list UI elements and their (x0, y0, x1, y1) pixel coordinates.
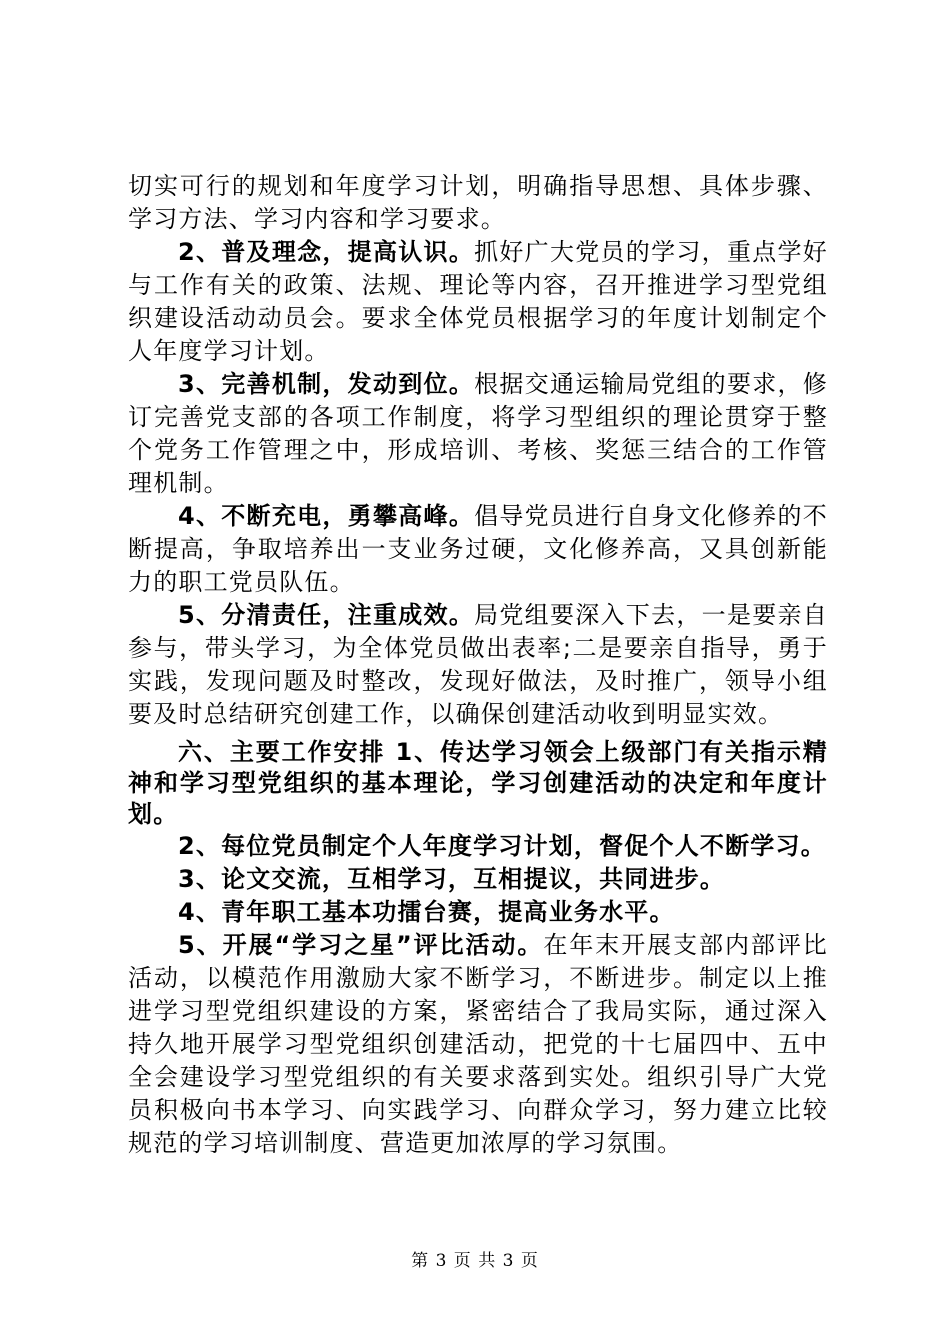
page-indicator: 第 3 页 共 3 页 (411, 1251, 539, 1271)
arrangement-item-4: 4、青年职工基本功擂台赛，提高业务水平。 (178, 898, 675, 926)
paragraph-item-2 (128, 236, 828, 368)
paragraph-lead: 3、完善机制，发动到位。 (178, 370, 475, 398)
paragraph-lead: 5、开展“学习之星”评比活动。 (178, 931, 544, 959)
paragraph-lead: 5、分清责任，注重成效。 (178, 601, 475, 629)
paragraph-text: 抓好广大党员的学习，重点学好与工作有关的政策、法规、理论等内容，召开推进学习型党组织建设活动动员会。要求全体党员根据学习的年度计划制定个人年度学习计划。 (128, 238, 828, 365)
paragraph-text: 局党组要深入下去，一是要亲自参与，带头学习，为全体党员做出表率;二是要亲自指导，勇于实践，发现问题及时整改，发现好做法，及时推广，领导小组要及时总结研究创建工作，以确保创建活动收到明显实效。 (128, 601, 828, 728)
arrangement-item-5 (128, 929, 828, 1160)
paragraph-text: 在年末开展支部内部评比活动，以模范作用激励大家不断学习，不断进步。制定以上推进学习型党组织建设的方案，紧密结合了我局实际，通过深入持久地开展学习型党组织创建活动，把党的十七届四中、五中全会建设学习型党组织的有关要求落到实处。组织引导广大党员积极向书本学习、向实践学习、向群众学习，努力建立比较规范的学习培训制度、营造更加浓厚的学习氛围。 (128, 931, 828, 1157)
document-body (128, 170, 828, 1160)
paragraph-continuation: 切实可行的规划和年度学习计划，明确指导思想、具体步骤、学习方法、学习内容和学习要求。 (128, 172, 828, 233)
section-heading-work-arrangement: 六、主要工作安排 1、传达学习领会上级部门有关指示精神和学习型党组织的基本理论，学习创建活动的决定和年度计划。 (128, 738, 828, 828)
arrangement-item-3: 3、论文交流，互相学习，互相提议，共同进步。 (178, 865, 726, 893)
paragraph-lead: 2、普及理念，提高认识。 (178, 238, 475, 266)
paragraph-item-4 (128, 500, 828, 599)
paragraph-lead: 4、不断充电，勇攀高峰。 (178, 502, 475, 530)
page-footer (0, 1246, 950, 1271)
paragraph-item-5 (128, 599, 828, 731)
arrangement-item-2: 2、每位党员制定个人年度学习计划，督促个人不断学习。 (178, 832, 826, 860)
paragraph-text: 根据交通运输局党组的要求，修订完善党支部的各项工作制度，将学习型组织的理论贯穿于整个党务工作管理之中，形成培训、考核、奖惩三结合的工作管理机制。 (128, 370, 828, 497)
paragraph-item-3 (128, 368, 828, 500)
paragraph-text: 倡导党员进行自身文化修养的不断提高，争取培养出一支业务过硬，文化修养高，又具创新能力的职工党员队伍。 (128, 502, 828, 596)
